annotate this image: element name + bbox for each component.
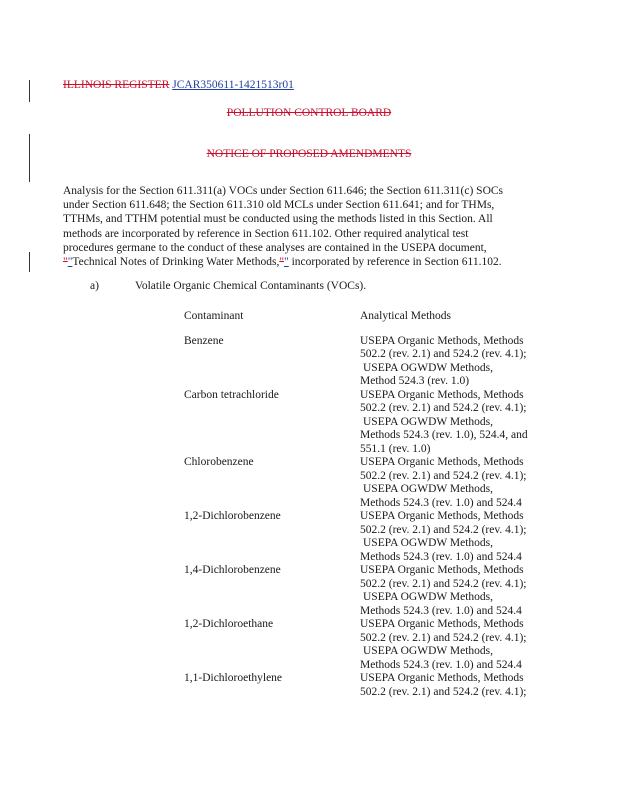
methods-cell: USEPA Organic Methods, Methods 502.2 (rev. 2.1) and 524.2 (rev. 4.1); USEPA OGWDW Methods, Methods 524.3 (rev. 1.0), 524.4, and 551.1 (rev. 1.0) (360, 388, 528, 455)
intro-line-last: ""Technical Notes of Drinking Water Methods,"" incorporated by reference in Section 611.102. (63, 256, 502, 269)
table-row (184, 389, 564, 457)
contaminant-name: Chlorobenzene (184, 456, 254, 468)
methods-cell: USEPA Organic Methods, Methods 502.2 (rev. 2.1) and 524.2 (rev. 4.1); USEPA OGWDW Methods, Methods 524.3 (rev. 1.0) and 524.4 (360, 456, 527, 509)
methods-cell: USEPA Organic Methods, Methods 502.2 (rev. 2.1) and 524.2 (rev. 4.1); USEPA OGWDW Methods, Methods 524.3 (rev. 1.0) and 524.4 (360, 564, 527, 617)
methods-cell: USEPA Organic Methods, Methods 502.2 (rev. 2.1) and 524.2 (rev. 4.1); USEPA OGWDW Methods, Methods 524.3 (rev. 1.0) and 524.4 (360, 618, 527, 671)
change-bar (29, 252, 30, 272)
contaminant-name: 1,2-Dichloroethane (184, 618, 274, 630)
col-methods: Analytical Methods (360, 310, 452, 322)
methods-cell: USEPA Organic Methods, Methods 502.2 (rev. 2.1) and 524.2 (rev. 4.1); (360, 672, 527, 698)
contaminant-name: 1,2-Dichlorobenzene (184, 510, 281, 522)
intro-line: methods are incorporated by reference in Section 611.102. Other required analytical test (63, 227, 469, 240)
col-contaminant: Contaminant (184, 310, 244, 322)
contaminant-name: Benzene (184, 334, 224, 347)
table-header (184, 310, 564, 324)
change-bar (29, 80, 30, 102)
section-title: Volatile Organic Chemical Contaminants (VOCs). (135, 280, 367, 292)
table-row (184, 510, 564, 564)
intro-line: procedures germane to the conduct of these analyses are contained in the USEPA document, (63, 241, 487, 254)
register-header (63, 78, 294, 92)
contaminant-name: 1,1-Dichloroethylene (184, 672, 283, 684)
section-marker: a) (90, 280, 99, 292)
intro-line: TTHMs, and TTHM potential must be conducted using the methods listed in this Section. All (63, 213, 493, 226)
table-row (184, 456, 564, 510)
notice-title: NOTICE OF PROPOSED AMENDMENTS (206, 148, 412, 160)
table-row (184, 335, 564, 389)
register-inserted: JCAR350611-1421513r01 (172, 79, 294, 91)
register-struck: ILLINOIS REGISTER (63, 79, 170, 91)
methods-cell: USEPA Organic Methods, Methods 502.2 (rev. 2.1) and 524.2 (rev. 4.1); USEPA OGWDW Methods, Method 524.3 (rev. 1.0) (360, 334, 527, 387)
intro-line: under Section 611.648; the Section 611.310 old MCLs under Section 611.641; and for THMs, (63, 199, 495, 212)
contaminant-name: Carbon tetrachloride (184, 388, 279, 401)
table-row (184, 672, 564, 699)
intro-line: Analysis for the Section 611.311(a) VOCs under Section 611.646; the Section 611.311(c) SOCs (63, 185, 504, 197)
contaminant-name: 1,4-Dichlorobenzene (184, 564, 281, 576)
board-title: POLLUTION CONTROL BOARD (226, 107, 392, 119)
methods-cell: USEPA Organic Methods, Methods 502.2 (rev. 2.1) and 524.2 (rev. 4.1); USEPA OGWDW Methods, Methods 524.3 (rev. 1.0) and 524.4 (360, 510, 527, 563)
table-row (184, 564, 564, 618)
intro-paragraph (63, 184, 543, 269)
methods-table (184, 310, 564, 699)
table-row (184, 618, 564, 672)
